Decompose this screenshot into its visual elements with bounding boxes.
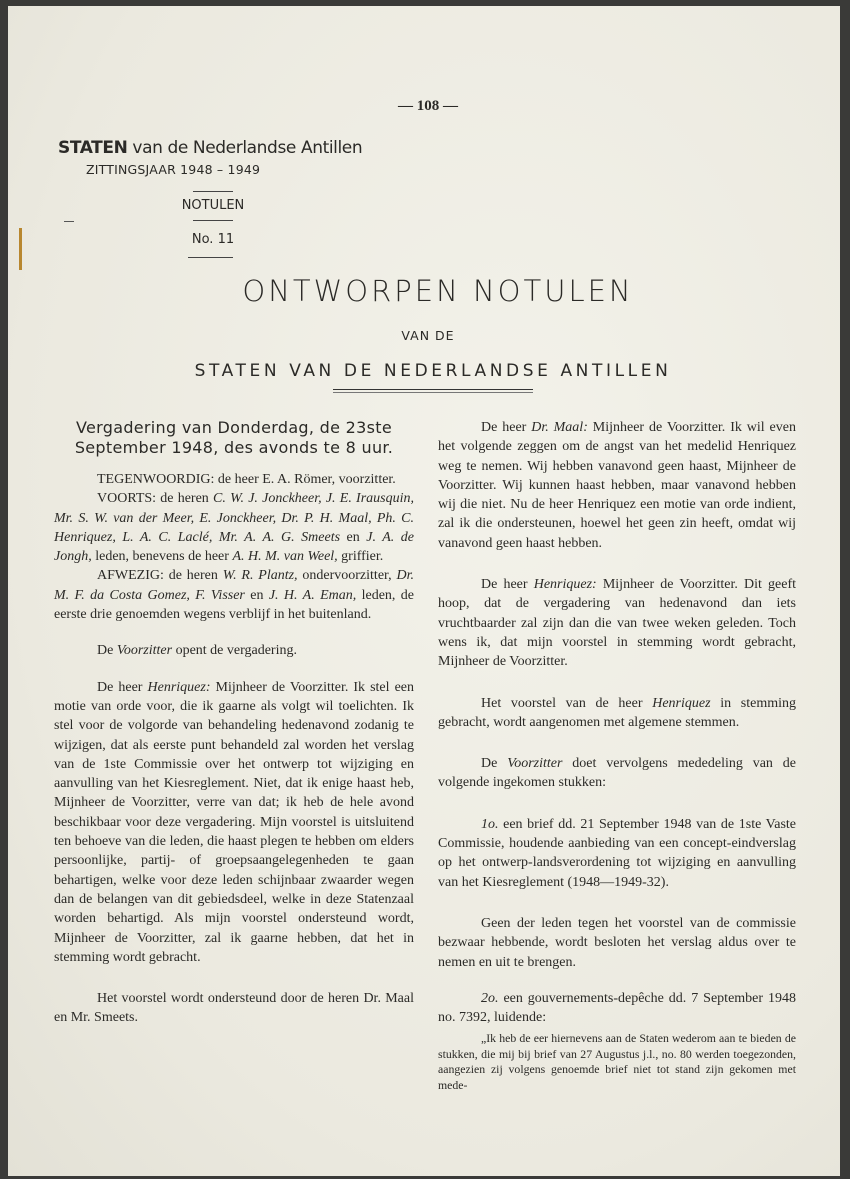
henriquez2-a: De heer bbox=[481, 577, 534, 593]
further-names2: J. A. de Jongh, bbox=[54, 529, 414, 565]
vote-b: in stemming gebracht, wordt aangenomen met algemene stemmen. bbox=[438, 695, 796, 730]
further-paragraph bbox=[54, 489, 414, 566]
opening-a: De bbox=[97, 643, 117, 659]
binding-mark bbox=[19, 228, 22, 270]
opening-paragraph bbox=[54, 641, 414, 660]
henriquez2-paragraph bbox=[438, 575, 796, 671]
header-rule-1 bbox=[193, 191, 233, 192]
main-title: ONTWORPEN NOTULEN bbox=[242, 274, 634, 308]
henriquez-name: Henriquez: bbox=[147, 679, 211, 695]
page-number: — 108 — bbox=[398, 98, 458, 114]
meeting-heading: Vergadering van Donderdag, de 23ste September 1948, des avonds te 8 uur. bbox=[74, 418, 394, 457]
henriquez-paragraph bbox=[54, 678, 414, 967]
further-b: en bbox=[340, 529, 367, 545]
henriquez-a: De heer bbox=[97, 679, 148, 695]
header-rule-3 bbox=[188, 257, 233, 258]
title-rule-1 bbox=[333, 389, 533, 390]
announce-paragraph bbox=[438, 754, 796, 793]
further-d: griffier. bbox=[337, 549, 384, 565]
maal-b: Mijnheer de Voorzitter. Ik wil even het volgende zeggen om de angst van het medelid Henriquez weg te nemen. Wij hebben vanavond geen haast, Mijnheer de Voorzitter. Wij kunnen haast hebben, maar vanavond hebben wij die niet. Nu de heer Henriquez een motie van orde indient, zal ik die ondersteunen, hoewel het geen zin heeft, omdat wij vanavond geen haast hebben. bbox=[438, 420, 796, 551]
absent-d: leden, de eerste drie genoemden wegens verblijf in het buitenland. bbox=[54, 587, 414, 623]
maal-a: De heer bbox=[481, 420, 532, 435]
no-objection-paragraph: Geen der leden tegen het voorstel van de commissie bezwaar hebbende, wordt besloten het verslag aldus over te nemen en uit te brengen. bbox=[438, 915, 796, 970]
supported-paragraph: Het voorstel wordt ondersteund door de heren Dr. Maal en Mr. Smeets. bbox=[54, 991, 414, 1026]
vote-a: Het voorstel van de heer bbox=[481, 695, 653, 711]
henriquez-b: Mijnheer de Voorzitter. Ik stel een motie van orde voor, die ik gaarne als volgt wil toelichten. Ik stel voor de volgorde van behandeling hedenavond zodanig te wijzigen, dat als eerste punt behandeld zal worden het verslag van de 1ste Commissie over het ontwerp tot wijziging en aanvulling van het Kiesreglement. Niet, dat ik enige haast heb, Mijnheer de Voorzitter, verre van dat; ik heb de hele avond beschikbaar voor deze vergadering. Mijn voorstel is uitsluitend ten behoeve van die leden, die haast plegen te hebben om elders persoonlijke, partij- of groepsaangelegenheden te gaan behartigen, welke voor deze leden schijnbaar zwaarder wegen dan de belangen van dit gebiedsdeel, welke in deze Statenzaal worden behartigd. Als mijn voorstel ondersteund wordt, Mijnheer de Voorzitter, zal ik gaarne hebben, dat het in stemming wordt gebracht. bbox=[54, 679, 414, 965]
maal-paragraph bbox=[438, 418, 796, 553]
vote-name: Henriquez bbox=[652, 695, 711, 711]
announce-a: De bbox=[481, 756, 508, 772]
notulen-label: NOTULEN bbox=[181, 198, 245, 213]
body-name-strong: STATEN bbox=[58, 138, 128, 158]
absent-names: W. R. Plantz, bbox=[222, 568, 298, 584]
body-name bbox=[58, 138, 388, 158]
vote-paragraph bbox=[438, 694, 796, 733]
further-names: C. W. J. Jonckheer, J. E. Irausquin, Mr. S. W. van der Meer, E. Jonckheer, Dr. P. H. Maal, Ph. C. Henriquez, L. A. C. Laclé, Mr. A. A. G. Smeets bbox=[54, 491, 415, 545]
item1-paragraph bbox=[438, 815, 796, 892]
announce-b: doet vervolgens mededeling van de volgende ingekomen stukken: bbox=[438, 756, 796, 791]
further-c: leden, benevens de heer bbox=[91, 549, 233, 565]
title-sub: VAN DE bbox=[401, 328, 455, 343]
maal-name: Dr. Maal: bbox=[531, 420, 588, 435]
item2-paragraph bbox=[438, 989, 796, 1028]
issue-number: No. 11 bbox=[191, 232, 235, 247]
present-paragraph: TEGENWOORDIG: de heer E. A. Römer, voorzitter. bbox=[97, 472, 396, 487]
absent-names2: Dr. M. F. da Costa Gomez, F. Visser bbox=[54, 568, 414, 603]
henriquez2-b: Mijnheer de Voorzitter. Dit geeft hoop, dat de vergadering van hedenavond dan iets vruchtbaarder zal zijn dan die van twee weken geleden. Toch wens ik, dat mijn voorstel in stemming wordt gebracht, Mijnheer de Voorzitter. bbox=[438, 577, 796, 670]
session-year: ZITTINGSJAAR 1948 – 1949 bbox=[86, 162, 261, 177]
absent-a: AFWEZIG: de heren bbox=[97, 568, 223, 584]
document-page bbox=[8, 6, 840, 1176]
right-column bbox=[438, 418, 796, 1093]
header-rule-2 bbox=[193, 220, 233, 221]
left-column bbox=[54, 418, 414, 1028]
opening-b: opent de vergadering. bbox=[172, 643, 297, 659]
margin-dash bbox=[64, 221, 74, 222]
item1-text: een brief dd. 21 September 1948 van de 1ste Vaste Commissie, houdende aanbieding van een concept-eindverslag op het ontwerp-landsverordening tot wijziging en aanvulling van het Kiesreglement (1948—1949-32). bbox=[438, 816, 796, 890]
further-names3: A. H. M. van Weel, bbox=[232, 549, 338, 565]
absent-c: en bbox=[244, 587, 269, 603]
title-rule-2 bbox=[333, 392, 533, 393]
title-body: STATEN VAN DE NEDERLANDSE ANTILLEN bbox=[194, 361, 672, 381]
quote-paragraph: „Ik heb de eer hiernevens aan de Staten wederom aan te bieden de stukken, die mij bij brief van 27 Augustus j.l., no. 80 werden toegezonden, aangezien zij volgens genoemde brief niet tot stand zijn gekomen met mede- bbox=[438, 1031, 796, 1092]
opening-role: Voorzitter bbox=[116, 643, 173, 659]
absent-names3: J. H. A. Eman, bbox=[268, 587, 357, 603]
further-a: VOORTS: de heren bbox=[97, 491, 214, 507]
absent-b: ondervoorzitter, bbox=[297, 568, 397, 584]
item1-num: 1o. bbox=[481, 816, 499, 832]
item2-num: 2o. bbox=[481, 990, 499, 1006]
announce-role: Voorzitter bbox=[507, 756, 563, 772]
body-name-rest: van de Nederlandse Antillen bbox=[127, 138, 363, 158]
henriquez2-name: Henriquez: bbox=[533, 577, 597, 593]
item2-text: een gouvernements-depêche dd. 7 September 1948 no. 7392, luidende: bbox=[438, 990, 796, 1026]
absent-paragraph bbox=[54, 566, 414, 624]
document-header bbox=[58, 138, 388, 177]
